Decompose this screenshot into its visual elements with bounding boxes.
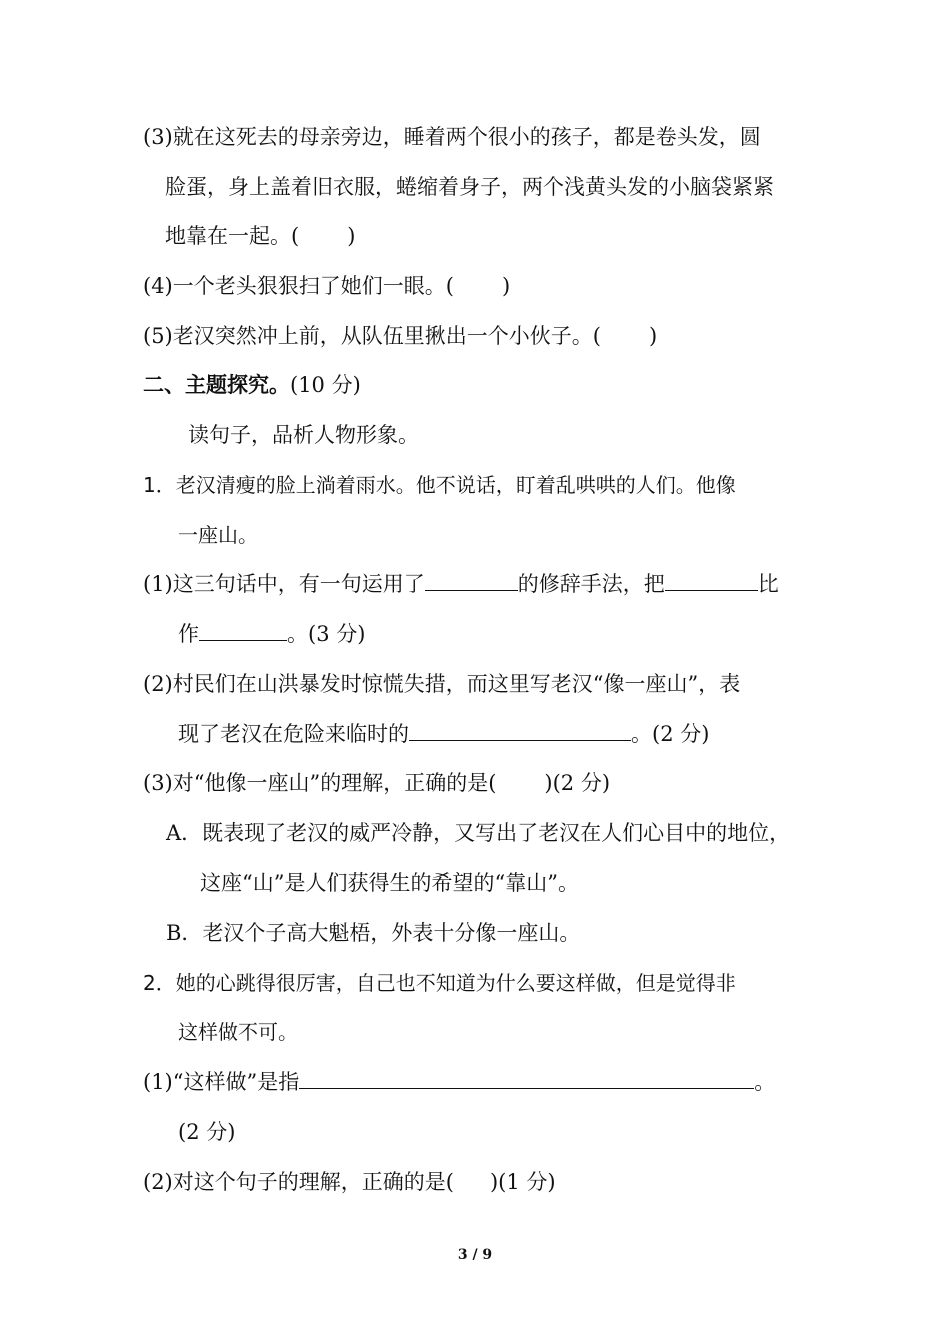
section-2-score: (10 分)	[290, 373, 361, 397]
question-3-line-3	[165, 222, 355, 250]
item-2-sub-1-score: (2 分)	[178, 1120, 236, 1144]
question-4-text: (4)一个老头狠狠扫了她们一眼。(	[143, 274, 454, 298]
question-4-close-paren: )	[501, 274, 511, 298]
item-1-sub-1-line-2	[178, 620, 365, 648]
item-2-sub-1-text-b: 。	[754, 1070, 776, 1094]
option-a-line-1: A．既表现了老汉的威严冷静，又写出了老汉在人们心目中的地位，	[166, 821, 791, 845]
blank-subject[interactable]	[665, 570, 758, 591]
item-2-line-1: 2．她的心跳得很厉害，自己也不知道为什么要这样做，但是觉得非	[143, 971, 736, 995]
sub-1-text-c: 比	[757, 572, 779, 596]
sub-1-text-b: 的修辞手法，把	[517, 572, 665, 596]
item-2-sub-1-line-1	[143, 1068, 775, 1096]
blank-object[interactable]	[199, 620, 287, 641]
option-b: B．老汉个子高大魁梧，外表十分像一座山。	[166, 921, 581, 945]
section-2-title: 二、主题探究。	[143, 372, 290, 397]
page-number: 3 / 9	[457, 1247, 493, 1263]
item-1-sub-1-line-1	[143, 570, 779, 598]
item-1-sub-2-line-1: (2)村民们在山洪暴发时惊慌失措，而这里写老汉“像一座山”，表	[143, 672, 741, 696]
item-2-sub-2	[143, 1168, 556, 1196]
blank-quality[interactable]	[409, 720, 631, 741]
option-a-line-2: 这座“山”是人们获得生的希望的“靠山”。	[200, 871, 579, 895]
sub-1-text-e: 。(3 分)	[287, 622, 366, 646]
sub-1-text-a: (1)这三句话中，有一句运用了	[143, 572, 425, 596]
question-4	[143, 272, 510, 300]
item-2-sub-2-text-a: (2)对这个句子的理解，正确的是(	[143, 1170, 454, 1194]
blank-this-action[interactable]	[299, 1068, 754, 1089]
item-2-sub-1-text-a: (1)“这样做”是指	[143, 1070, 300, 1094]
section-2-intro: 读句子，品析人物形象。	[188, 423, 419, 447]
sub-3-text-a: (3)对“他像一座山”的理解，正确的是(	[143, 771, 497, 795]
question-3-line-2: 脸蛋，身上盖着旧衣服，蜷缩着身子，两个浅黄头发的小脑袋紧紧	[165, 175, 774, 199]
question-5-text: (5)老汉突然冲上前，从队伍里揪出一个小伙子。(	[143, 324, 601, 348]
blank-rhetoric[interactable]	[425, 570, 518, 591]
item-1-sub-2-line-2	[178, 720, 709, 748]
sub-2-text-a: 现了老汉在危险来临时的	[178, 722, 409, 746]
sub-1-text-d: 作	[178, 622, 199, 646]
question-3-line-1: (3)就在这死去的母亲旁边，睡着两个很小的孩子，都是卷头发，圆	[143, 125, 761, 149]
item-1-sub-3	[143, 769, 610, 797]
sub-3-text-b: )(2 分)	[544, 771, 611, 795]
section-2-heading	[143, 371, 361, 399]
question-3-close-paren: )	[347, 224, 356, 248]
item-1-line-2: 一座山。	[178, 523, 258, 547]
question-5	[143, 322, 657, 350]
sub-2-text-b: 。(2 分)	[631, 722, 710, 746]
item-1-line-1: 1．老汉清瘦的脸上淌着雨水。他不说话，盯着乱哄哄的人们。他像	[143, 473, 736, 497]
item-2-line-2: 这样做不可。	[178, 1020, 298, 1044]
question-5-close-paren: )	[648, 324, 658, 348]
item-2-sub-2-text-b: )(1 分)	[489, 1170, 556, 1194]
question-3-text: 地靠在一起。(	[165, 224, 300, 248]
